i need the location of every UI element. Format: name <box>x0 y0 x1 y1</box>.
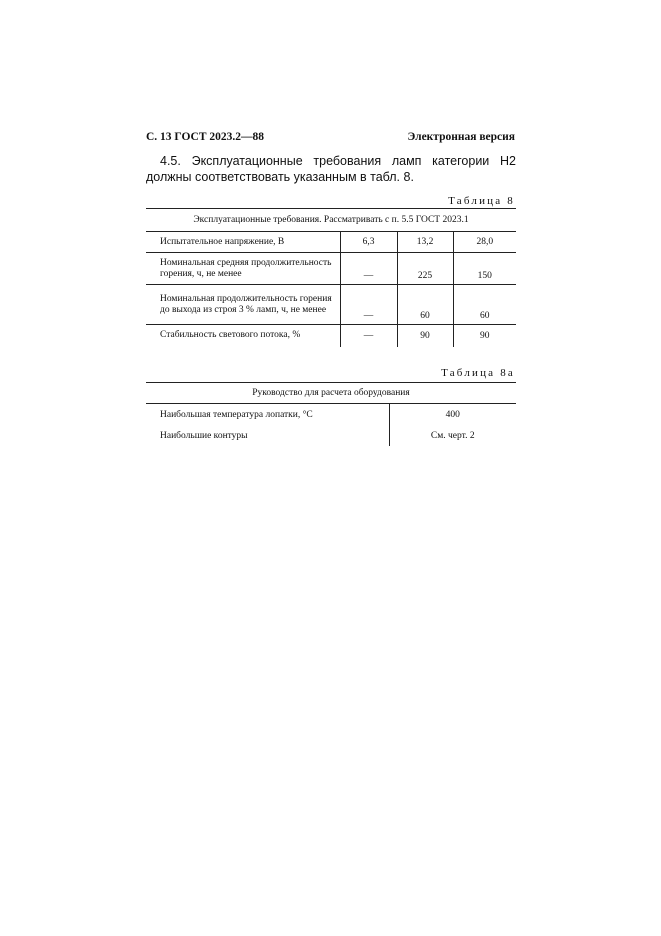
row-label: Наибольшие контуры <box>146 425 389 446</box>
cell-value: См. черт. 2 <box>430 430 475 441</box>
cell-value: — <box>340 253 397 285</box>
table-8-header: Эксплуатационные требования. Рассматривать с п. 5.5 ГОСТ 2023.1 <box>146 209 516 232</box>
cell-value: 90 <box>397 325 453 347</box>
cell-value: 6,3 <box>340 232 397 253</box>
row-label: Номинальная средняя продолжительность горения, ч, не менее <box>146 253 340 285</box>
cell-value: 60 <box>453 285 516 325</box>
table-row <box>146 325 516 347</box>
table-8-caption: Таблица 8 <box>448 195 515 207</box>
cell-value: 150 <box>453 253 516 285</box>
cell-value: 60 <box>397 285 453 325</box>
table-row <box>146 285 516 325</box>
row-label: Наибольшая температура лопатки, °С <box>146 404 389 426</box>
table-8a <box>146 382 516 446</box>
row-label: Испытательное напряжение, В <box>146 232 340 253</box>
cell-value: — <box>340 285 397 325</box>
table-row <box>146 425 516 446</box>
cell-value: 28,0 <box>453 232 516 253</box>
page-header-left: С. 13 ГОСТ 2023.2—88 <box>146 131 265 143</box>
row-label: Стабильность светового потока, % <box>146 325 340 347</box>
cell-value: 90 <box>480 330 490 341</box>
section-paragraph: 4.5. Эксплуатационные требования ламп категории Н2 должны соответствовать указанным в табл. 8. <box>146 154 516 184</box>
cell-value: 225 <box>397 253 453 285</box>
cell-value: 400 <box>445 409 460 420</box>
page-header-right: Электронная версия <box>407 131 515 143</box>
cell-value: — <box>340 325 397 347</box>
row-label: Номинальная продолжительность горения до выхода из строя 3 % ламп, ч, не менее <box>146 285 340 325</box>
table-row <box>146 404 516 426</box>
table-8a-header: Руководство для расчета оборудования <box>146 383 516 404</box>
cell-value: 13,2 <box>397 232 453 253</box>
table-8 <box>146 208 516 347</box>
table-row <box>146 232 516 253</box>
table-8a-caption: Таблица 8а <box>441 367 515 379</box>
table-row <box>146 253 516 285</box>
